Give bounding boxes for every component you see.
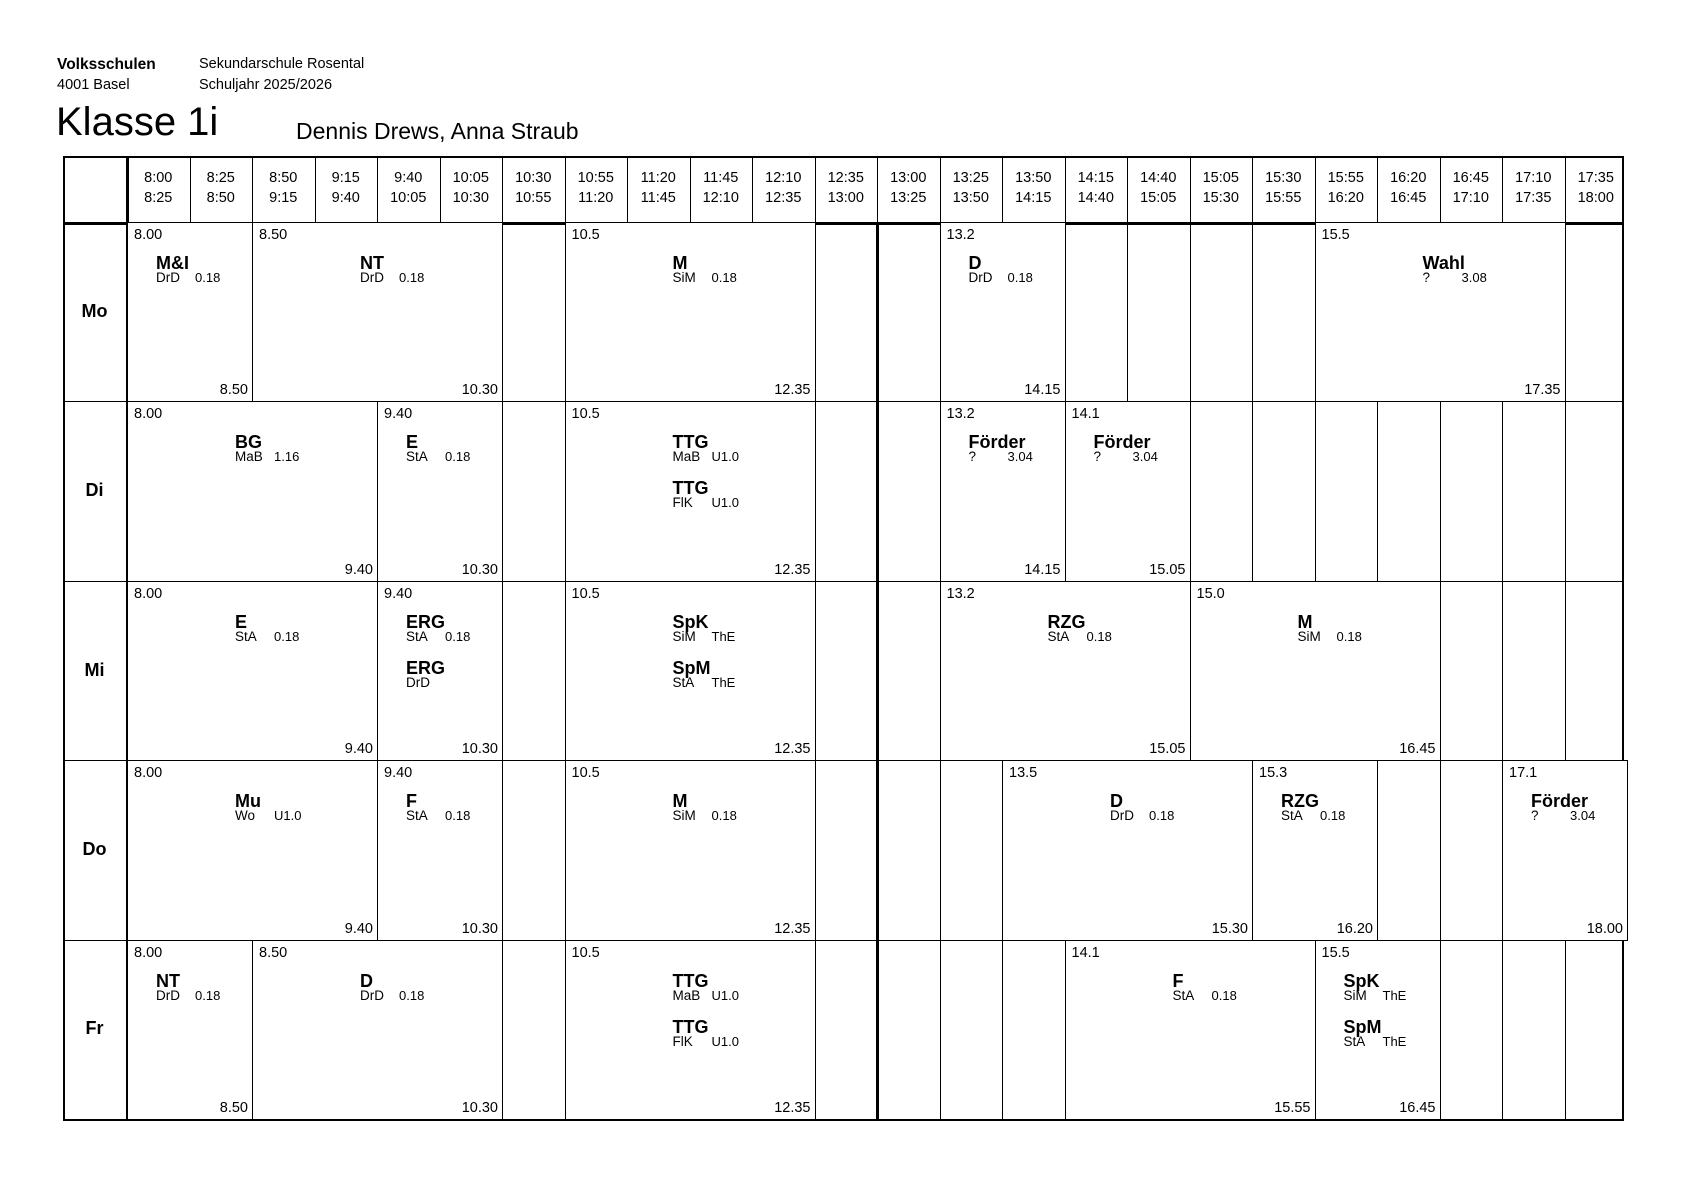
time-slot-start: 15:55 <box>1327 170 1364 186</box>
time-slot-end: 13:50 <box>952 190 989 206</box>
time-slot-header <box>1190 168 1253 208</box>
lesson-room: ThE <box>711 628 736 644</box>
lesson-start-time: 15.0 <box>1196 585 1225 602</box>
time-slot-start: 8:25 <box>206 170 235 186</box>
time-slot-start: 17:35 <box>1577 170 1614 186</box>
lesson-teacher: Wo <box>235 808 256 824</box>
time-slot-start: 16:20 <box>1390 170 1427 186</box>
lesson-teacher: MaB <box>672 449 701 465</box>
time-slot-end: 9:15 <box>269 190 298 206</box>
lesson-room: 0.18 <box>399 270 425 285</box>
time-slot-start: 14:15 <box>1077 170 1114 186</box>
time-slot-end: 15:05 <box>1140 190 1177 206</box>
lesson-subject: TTG <box>672 970 709 991</box>
lesson-block[interactable] <box>127 581 378 761</box>
lesson-room: 0.18 <box>1211 987 1237 1003</box>
lesson-teacher: DrD <box>360 987 384 1003</box>
lesson-start-time: 13.2 <box>946 585 975 602</box>
lesson-room: 0.18 <box>1149 808 1175 824</box>
time-slot-header <box>565 168 628 208</box>
lesson-end-time: 12.35 <box>774 382 811 399</box>
lesson-start-time: 14.1 <box>1071 944 1100 961</box>
time-slot-header <box>1127 168 1190 208</box>
time-slot-end: 10:05 <box>390 190 427 206</box>
lesson-block[interactable] <box>940 401 1066 581</box>
lesson-start-time: 8.00 <box>134 406 163 423</box>
lesson-teacher: ? <box>1531 808 1539 824</box>
lesson-subject: SpM <box>672 657 711 678</box>
lesson-subject: F <box>406 791 417 812</box>
lesson-end-time: 12.35 <box>774 920 811 937</box>
school-name: Volksschulen <box>57 56 156 73</box>
lesson-room: 0.18 <box>711 808 737 824</box>
lesson-start-time: 8.00 <box>134 227 163 243</box>
time-slot-start: 10:55 <box>577 170 614 186</box>
lesson-room: U1.0 <box>711 987 739 1003</box>
lesson-subject: SpK <box>1343 970 1380 991</box>
lesson-start-time: 8.50 <box>259 944 288 961</box>
lesson-end-time: 8.50 <box>219 1099 248 1116</box>
lesson-subject: Wahl <box>1422 253 1465 273</box>
time-slot-header <box>377 168 440 208</box>
time-slot-end: 10:55 <box>515 190 552 206</box>
time-slot-start: 16:45 <box>1452 170 1489 186</box>
time-slot-end: 11:20 <box>578 190 614 206</box>
lesson-teacher: FlK <box>672 495 693 511</box>
time-slot-start: 10:05 <box>452 170 489 186</box>
time-slot-start: 15:30 <box>1265 170 1302 186</box>
lesson-teacher: ? <box>968 449 977 465</box>
lesson-subject: NT <box>360 253 384 273</box>
lesson-subject: ERG <box>406 657 446 678</box>
lesson-room: U1.0 <box>711 449 739 465</box>
lesson-block[interactable] <box>127 760 378 940</box>
lesson-start-time: 10.5 <box>571 406 600 423</box>
lesson-subject: F <box>1172 970 1184 991</box>
lesson-end-time: 10.30 <box>461 741 498 758</box>
lesson-start-time: 10.5 <box>571 944 600 961</box>
lesson-block[interactable] <box>565 581 816 761</box>
time-slot-end: 11:45 <box>640 190 676 206</box>
lesson-room: 3.04 <box>1007 449 1033 465</box>
time-slot-end: 17:10 <box>1452 190 1489 206</box>
lesson-room: 0.18 <box>1320 808 1346 824</box>
class-teachers: Dennis Drews, Anna Straub <box>296 118 579 144</box>
lesson-end-time: 8.50 <box>219 382 248 399</box>
lesson-subject: SpM <box>1343 1016 1382 1037</box>
lesson-subject: M&I <box>156 253 189 273</box>
time-slot-start: 17:10 <box>1515 170 1552 186</box>
time-slot-end: 8:25 <box>144 190 173 206</box>
lesson-teacher: SiM <box>1343 987 1367 1003</box>
time-slot-header <box>1315 168 1378 208</box>
lesson-end-time: 15.05 <box>1149 561 1186 578</box>
lesson-end-time: 10.30 <box>461 1099 498 1116</box>
time-slot-start: 8:50 <box>269 170 298 186</box>
lesson-subject: TTG <box>672 478 709 499</box>
lesson-teacher: DrD <box>968 270 993 285</box>
day-label: Fr <box>85 1018 104 1039</box>
time-slot-header <box>815 168 878 208</box>
time-slot-header <box>315 168 378 208</box>
time-slot-header <box>690 168 753 208</box>
lesson-subject: TTG <box>672 432 709 453</box>
time-slot-header <box>127 168 190 208</box>
lesson-room: 0.18 <box>195 270 221 285</box>
lesson-teacher: DrD <box>156 987 180 1003</box>
lesson-room: U1.0 <box>274 808 302 824</box>
lesson-start-time: 13.5 <box>1009 765 1038 782</box>
lesson-teacher: SiM <box>672 628 696 644</box>
lesson-room: 0.18 <box>711 270 737 285</box>
time-slot-start: 13:00 <box>890 170 927 186</box>
lesson-end-time: 10.30 <box>461 920 498 937</box>
lesson-subject: NT <box>156 970 180 991</box>
day-label: Mo <box>81 300 108 321</box>
lesson-subject: ERG <box>406 611 446 632</box>
time-slot-end: 14:15 <box>1015 190 1052 206</box>
time-slot-header <box>877 168 940 208</box>
lesson-end-time: 15.55 <box>1274 1099 1311 1116</box>
lesson-start-time: 15.5 <box>1321 944 1350 961</box>
lesson-start-time: 9.40 <box>384 585 413 602</box>
time-slot-start: 11:20 <box>640 170 676 186</box>
time-slot-end: 8:50 <box>206 190 235 206</box>
lesson-start-time: 13.2 <box>946 227 975 243</box>
lesson-block[interactable] <box>127 401 378 581</box>
school-subtitle: Sekundarschule Rosental <box>199 56 365 72</box>
time-slot-start: 9:40 <box>394 170 423 186</box>
grid-line <box>1622 156 1624 1121</box>
day-label: Do <box>82 838 107 859</box>
lesson-end-time: 10.30 <box>461 382 498 399</box>
lesson-block[interactable] <box>1190 581 1441 761</box>
lesson-room: 0.18 <box>274 628 300 644</box>
lesson-teacher: StA <box>406 449 428 465</box>
time-slot-header <box>440 168 503 208</box>
lesson-start-time: 9.40 <box>384 765 413 782</box>
lesson-subject: M <box>1297 611 1313 632</box>
lesson-block[interactable] <box>565 940 816 1120</box>
lesson-block[interactable] <box>565 401 816 581</box>
lesson-end-time: 17.35 <box>1524 382 1561 399</box>
lesson-room: ThE <box>711 674 736 690</box>
time-slot-header <box>252 168 315 208</box>
lesson-teacher: SiM <box>672 808 696 824</box>
lesson-start-time: 15.3 <box>1259 765 1288 782</box>
lesson-subject: Förder <box>1531 791 1589 812</box>
lesson-block[interactable] <box>1065 401 1191 581</box>
lesson-start-time: 13.2 <box>946 406 975 423</box>
lesson-teacher: MaB <box>235 449 263 465</box>
lesson-end-time: 12.35 <box>774 1099 811 1116</box>
time-slot-header <box>752 168 815 208</box>
lesson-room: U1.0 <box>711 495 739 511</box>
grid-line <box>877 156 878 1119</box>
lesson-room: 0.18 <box>1336 628 1362 644</box>
lesson-start-time: 8.00 <box>134 944 163 961</box>
lesson-block[interactable] <box>565 222 816 402</box>
lesson-teacher: MaB <box>672 987 701 1003</box>
lesson-room: 0.18 <box>445 808 471 824</box>
lesson-subject: D <box>968 253 982 273</box>
lesson-end-time: 16.45 <box>1399 741 1436 758</box>
time-slot-header <box>1565 168 1628 208</box>
time-slot-header <box>940 168 1003 208</box>
lesson-start-time: 17.1 <box>1509 765 1538 782</box>
lesson-subject: TTG <box>672 1016 709 1037</box>
time-slot-end: 13:25 <box>890 190 927 206</box>
time-slot-header <box>1440 168 1503 208</box>
lesson-block[interactable] <box>127 222 253 402</box>
time-slot-end: 18:00 <box>1577 190 1614 206</box>
lesson-teacher: StA <box>235 628 257 644</box>
lesson-end-time: 15.30 <box>1211 920 1248 937</box>
lesson-start-time: 15.5 <box>1321 227 1350 243</box>
lesson-end-time: 9.40 <box>344 561 373 578</box>
lesson-end-time: 18.00 <box>1586 920 1623 937</box>
lesson-subject: SpK <box>672 611 709 632</box>
lesson-teacher: ? <box>1093 449 1102 465</box>
lesson-teacher: DrD <box>1110 808 1134 824</box>
lesson-block[interactable] <box>1315 940 1441 1120</box>
time-slot-end: 12:35 <box>765 190 802 206</box>
lesson-room: 1.16 <box>274 449 300 465</box>
lesson-room: 0.18 <box>445 449 471 465</box>
time-slot-start: 11:45 <box>703 170 739 186</box>
lesson-room: 3.08 <box>1461 270 1487 285</box>
lesson-block[interactable] <box>1065 940 1316 1120</box>
lesson-subject: Förder <box>968 432 1026 453</box>
lesson-subject: D <box>1110 791 1123 812</box>
time-slot-start: 12:35 <box>827 170 864 186</box>
lesson-teacher: StA <box>672 674 695 690</box>
lesson-end-time: 14.15 <box>1024 561 1061 578</box>
time-slot-start: 9:15 <box>331 170 360 186</box>
day-label: Mi <box>84 659 105 680</box>
lesson-teacher: ? <box>1422 270 1431 285</box>
lesson-subject: M <box>672 253 688 273</box>
lesson-subject: D <box>360 970 373 991</box>
time-slot-start: 8:00 <box>144 170 173 186</box>
lesson-subject: RZG <box>1281 791 1319 812</box>
lesson-end-time: 14.15 <box>1024 382 1061 399</box>
lesson-block[interactable] <box>1315 222 1566 402</box>
lesson-room: 0.18 <box>1086 628 1112 644</box>
lesson-subject: E <box>235 611 248 632</box>
time-slot-end: 16:20 <box>1327 190 1364 206</box>
time-slot-end: 10:30 <box>452 190 489 206</box>
time-slot-end: 12:10 <box>702 190 739 206</box>
lesson-block[interactable] <box>1252 760 1378 940</box>
lesson-block[interactable] <box>377 581 503 761</box>
school-year: Schuljahr 2025/2026 <box>199 77 333 93</box>
lesson-block[interactable] <box>1502 760 1628 940</box>
lesson-block[interactable] <box>127 940 253 1120</box>
lesson-subject: Mu <box>235 791 261 812</box>
time-slot-header <box>1252 168 1315 208</box>
time-slot-header <box>1502 168 1565 208</box>
lesson-subject: Förder <box>1093 432 1151 453</box>
lesson-room: 3.04 <box>1132 449 1158 465</box>
lesson-subject: BG <box>235 432 262 453</box>
time-slot-header <box>190 168 253 208</box>
lesson-start-time: 10.5 <box>571 765 600 782</box>
lesson-room: ThE <box>1382 987 1407 1003</box>
lesson-start-time: 8.50 <box>259 227 288 243</box>
day-label: Di <box>85 480 104 501</box>
lesson-teacher: SiM <box>672 270 696 285</box>
time-slot-header <box>1065 168 1128 208</box>
lesson-block[interactable] <box>252 940 503 1120</box>
lesson-start-time: 8.00 <box>134 765 163 782</box>
school-city: 4001 Basel <box>57 77 130 93</box>
time-slot-end: 17:35 <box>1515 190 1552 206</box>
lesson-subject: E <box>406 432 419 453</box>
lesson-teacher: StA <box>1281 808 1303 824</box>
lesson-subject: M <box>672 791 688 812</box>
lesson-block[interactable] <box>377 760 503 940</box>
time-slot-end: 15:30 <box>1202 190 1239 206</box>
lesson-end-time: 10.30 <box>461 561 498 578</box>
lesson-block[interactable] <box>565 760 816 940</box>
time-slot-start: 13:50 <box>1015 170 1052 186</box>
time-slot-start: 13:25 <box>952 170 989 186</box>
lesson-room: 0.18 <box>399 987 425 1003</box>
time-slot-start: 10:30 <box>515 170 552 186</box>
lesson-teacher: DrD <box>156 270 180 285</box>
lesson-start-time: 8.00 <box>134 585 163 602</box>
lesson-room: ThE <box>1382 1033 1407 1049</box>
lesson-teacher: StA <box>1172 987 1195 1003</box>
lesson-subject: RZG <box>1047 611 1086 632</box>
time-slot-end: 15:55 <box>1265 190 1302 206</box>
lesson-teacher: SiM <box>1297 628 1321 644</box>
grid-line <box>63 156 1622 158</box>
lesson-room: 3.04 <box>1570 808 1596 824</box>
time-slot-start: 14:40 <box>1140 170 1177 186</box>
lesson-block[interactable] <box>940 581 1191 761</box>
lesson-start-time: 10.5 <box>571 585 600 602</box>
time-slot-start: 15:05 <box>1202 170 1239 186</box>
lesson-end-time: 9.40 <box>344 920 373 937</box>
lesson-end-time: 9.40 <box>344 741 373 758</box>
lesson-teacher: StA <box>406 808 428 824</box>
lesson-block[interactable] <box>940 222 1066 402</box>
lesson-block[interactable] <box>377 401 503 581</box>
lesson-start-time: 14.1 <box>1071 406 1100 423</box>
time-slot-header <box>627 168 690 208</box>
lesson-room: 0.18 <box>445 628 471 644</box>
time-slot-end: 16:45 <box>1390 190 1427 206</box>
lesson-room: 0.18 <box>1007 270 1033 285</box>
class-title: Klasse 1i <box>56 100 219 144</box>
lesson-start-time: 10.5 <box>571 227 600 243</box>
lesson-end-time: 16.45 <box>1399 1099 1436 1116</box>
lesson-block[interactable] <box>1002 760 1253 940</box>
lesson-block[interactable] <box>252 222 503 402</box>
lesson-teacher: StA <box>1343 1033 1366 1049</box>
time-slot-start: 12:10 <box>765 170 802 186</box>
lesson-teacher: StA <box>1047 628 1070 644</box>
time-slot-header <box>1002 168 1065 208</box>
time-slot-header <box>1377 168 1440 208</box>
time-slot-end: 14:40 <box>1077 190 1114 206</box>
lesson-teacher: FlK <box>672 1033 693 1049</box>
lesson-end-time: 12.35 <box>774 561 811 578</box>
time-slot-end: 9:40 <box>331 190 360 206</box>
lesson-teacher: StA <box>406 628 428 644</box>
lesson-end-time: 15.05 <box>1149 741 1186 758</box>
lesson-start-time: 9.40 <box>384 406 413 423</box>
lesson-room: 0.18 <box>195 987 221 1003</box>
time-slot-header <box>502 168 565 208</box>
lesson-teacher: DrD <box>406 674 430 690</box>
lesson-room: U1.0 <box>711 1033 739 1049</box>
lesson-end-time: 12.35 <box>774 741 811 758</box>
time-slot-end: 13:00 <box>827 190 864 206</box>
lesson-end-time: 16.20 <box>1336 920 1373 937</box>
lesson-teacher: DrD <box>360 270 384 285</box>
